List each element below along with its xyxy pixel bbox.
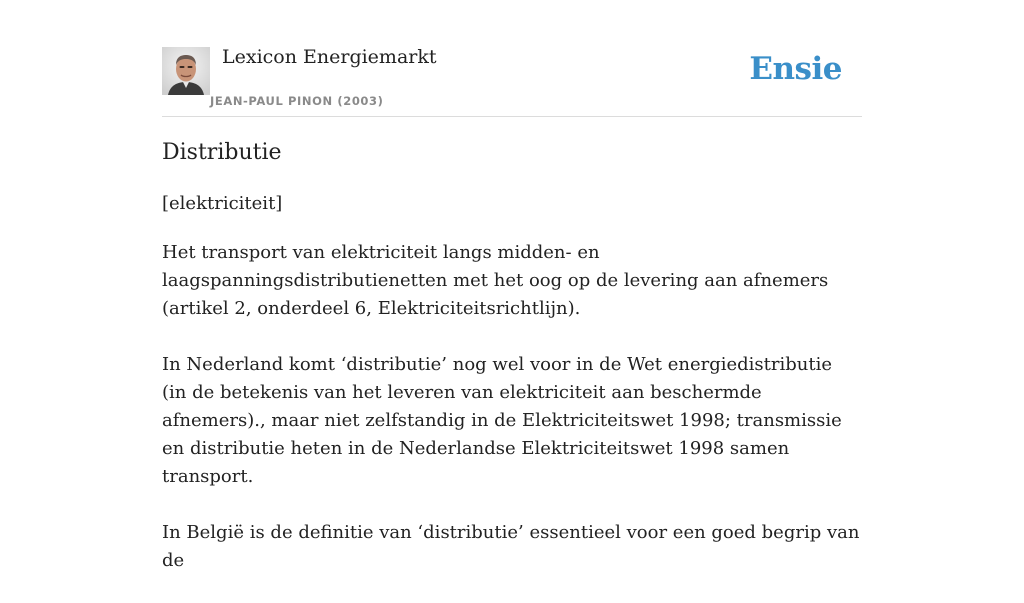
entry-paragraph: In België is de definitie van ‘distributie’ essentieel voor een goed begrip van de (162, 522, 860, 571)
entry-body (162, 239, 862, 603)
author-photo (162, 47, 210, 95)
author-name[interactable]: JEAN-PAUL PINON (2003) (210, 94, 384, 108)
header (162, 40, 862, 117)
author-avatar[interactable] (162, 47, 210, 95)
entry-paragraph: Het transport van elektriciteit langs midden- en laagspanningsdistributienetten met het oog op de levering aan afnemers (artikel 2, onderdeel 6, Elektriciteitsrichtlijn). (162, 242, 829, 319)
entry-title: Distributie (162, 140, 282, 165)
entry-subject: [elektriciteit] (162, 193, 283, 214)
entry-paragraph: In Nederland komt ‘distributie’ nog wel voor in de Wet energiedistributie (in de betekenis van het leveren van elektriciteit aan beschermde afnemers)., maar niet zelfstandig in de Elektriciteitswet 1998; transmissie en distributie heten in de Nederlandse Elektriciteitswet 1998 samen transport. (162, 354, 842, 487)
ensie-logo[interactable]: Ensie (749, 51, 842, 87)
book-title[interactable]: Lexicon Energiemarkt (222, 46, 437, 68)
